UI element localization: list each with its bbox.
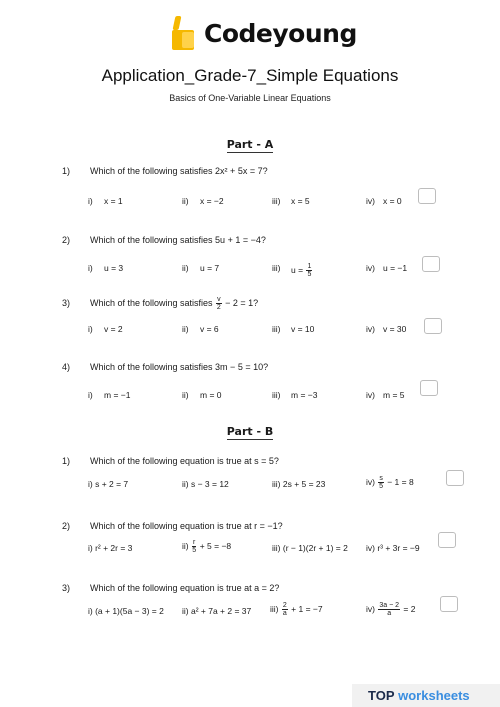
option-label: iv): [366, 196, 375, 206]
option-label: iii): [272, 390, 281, 400]
option-value: x = 5: [291, 196, 310, 206]
brand-name: Codeyoung: [204, 18, 357, 48]
brand-logo: [172, 12, 357, 54]
question-number: 4): [62, 362, 71, 372]
option-value: x = −2: [200, 196, 224, 206]
option: ii) s − 3 = 12: [182, 479, 229, 489]
option-value: x = 1: [104, 196, 123, 206]
fraction: $\frac{v}{2}$: [216, 296, 221, 311]
option-label: ii): [182, 324, 189, 334]
option-value: m = −1: [104, 390, 131, 400]
option-label: iii): [272, 324, 281, 334]
fraction: $\frac{r}{5}$: [192, 539, 197, 554]
option-value: v = 10: [291, 324, 315, 334]
option-label: ii): [182, 390, 189, 400]
option-value: v = 2: [104, 324, 123, 334]
option-label: i): [88, 390, 93, 400]
option: i) s + 2 = 7: [88, 479, 129, 489]
question-text: Which of the following equation is true at a = 2?: [90, 583, 280, 593]
topworksheets-watermark: TOP worksheets: [368, 688, 470, 703]
part-b-heading: Part - B: [226, 425, 274, 438]
question-text: Which of the following satisfies 5u + 1 = −4?: [90, 235, 266, 245]
answer-box[interactable]: [440, 596, 458, 612]
option: ii) a² + 7a + 2 = 37: [182, 606, 252, 616]
option-label: ii): [182, 196, 189, 206]
option: iii) (r − 1)(2r + 1) = 2: [272, 543, 348, 553]
option-label: iii): [272, 196, 281, 206]
option-value: v = 6: [200, 324, 219, 334]
option: i) r² + 2r = 3: [88, 543, 133, 553]
option: ii) $\frac{r}{5}$ + 5 = −8: [182, 539, 232, 554]
option: iii) 2s + 5 = 23: [272, 479, 326, 489]
question-number: 3): [62, 298, 71, 308]
option: iii) $\frac{2}{a}$ + 1 = −7: [270, 602, 323, 617]
option-label: i): [88, 196, 93, 206]
question-text: Which of the following equation is true at r = −1?: [90, 521, 283, 531]
question-text: Which of the following equation is true at s = 5?: [90, 456, 279, 466]
question-number: 2): [62, 521, 71, 531]
answer-box[interactable]: [422, 256, 440, 272]
option-value: u = $\frac{1}{5}$: [291, 263, 312, 278]
question-number: 1): [62, 456, 71, 466]
option: iv) $\frac{3a - 2}{a}$ = 2: [366, 602, 416, 617]
fraction: $\frac{s}{5}$: [379, 475, 384, 490]
answer-box[interactable]: [420, 380, 438, 396]
option-label: iv): [366, 324, 375, 334]
answer-box[interactable]: [424, 318, 442, 334]
question-number: 3): [62, 583, 71, 593]
fraction: $\frac{1}{5}$: [307, 263, 312, 278]
option-label: iii): [272, 263, 281, 273]
option-value: m = 0: [200, 390, 222, 400]
question-text: Which of the following satisfies $\frac{v}{2}$ − 2 = 1?: [90, 296, 259, 311]
question-number: 1): [62, 166, 71, 176]
question-number: 2): [62, 235, 71, 245]
option: iv) $\frac{s}{5}$ − 1 = 8: [366, 475, 414, 490]
option-value: x = 0: [383, 196, 402, 206]
option: iv) r³ + 3r = −9: [366, 543, 420, 553]
answer-box[interactable]: [446, 470, 464, 486]
fraction: $\frac{2}{a}$: [282, 602, 287, 617]
option-label: ii): [182, 263, 189, 273]
option-label: iv): [366, 263, 375, 273]
option-value: u = 7: [200, 263, 220, 273]
option-label: i): [88, 263, 93, 273]
page-title: Application_Grade-7_Simple Equations: [101, 66, 399, 85]
answer-box[interactable]: [418, 188, 436, 204]
option-label: i): [88, 324, 93, 334]
question-text: Which of the following satisfies 2x² + 5x = 7?: [90, 166, 268, 176]
option-value: u = 3: [104, 263, 124, 273]
fraction: $\frac{3a - 2}{a}$: [379, 602, 400, 617]
option-value: m = −3: [291, 390, 318, 400]
option-value: m = 5: [383, 390, 405, 400]
option-value: v = 30: [383, 324, 407, 334]
answer-box[interactable]: [438, 532, 456, 548]
option: i) (a + 1)(5a − 3) = 2: [88, 606, 164, 616]
page-subtitle: Basics of One-Variable Linear Equations: [169, 93, 331, 103]
option-label: iv): [366, 390, 375, 400]
question-text: Which of the following satisfies 3m − 5 = 10?: [90, 362, 269, 372]
part-a-heading: Part - A: [226, 138, 274, 151]
option-value: u = −1: [383, 263, 408, 273]
codeyoung-logo-icon: [172, 16, 198, 50]
